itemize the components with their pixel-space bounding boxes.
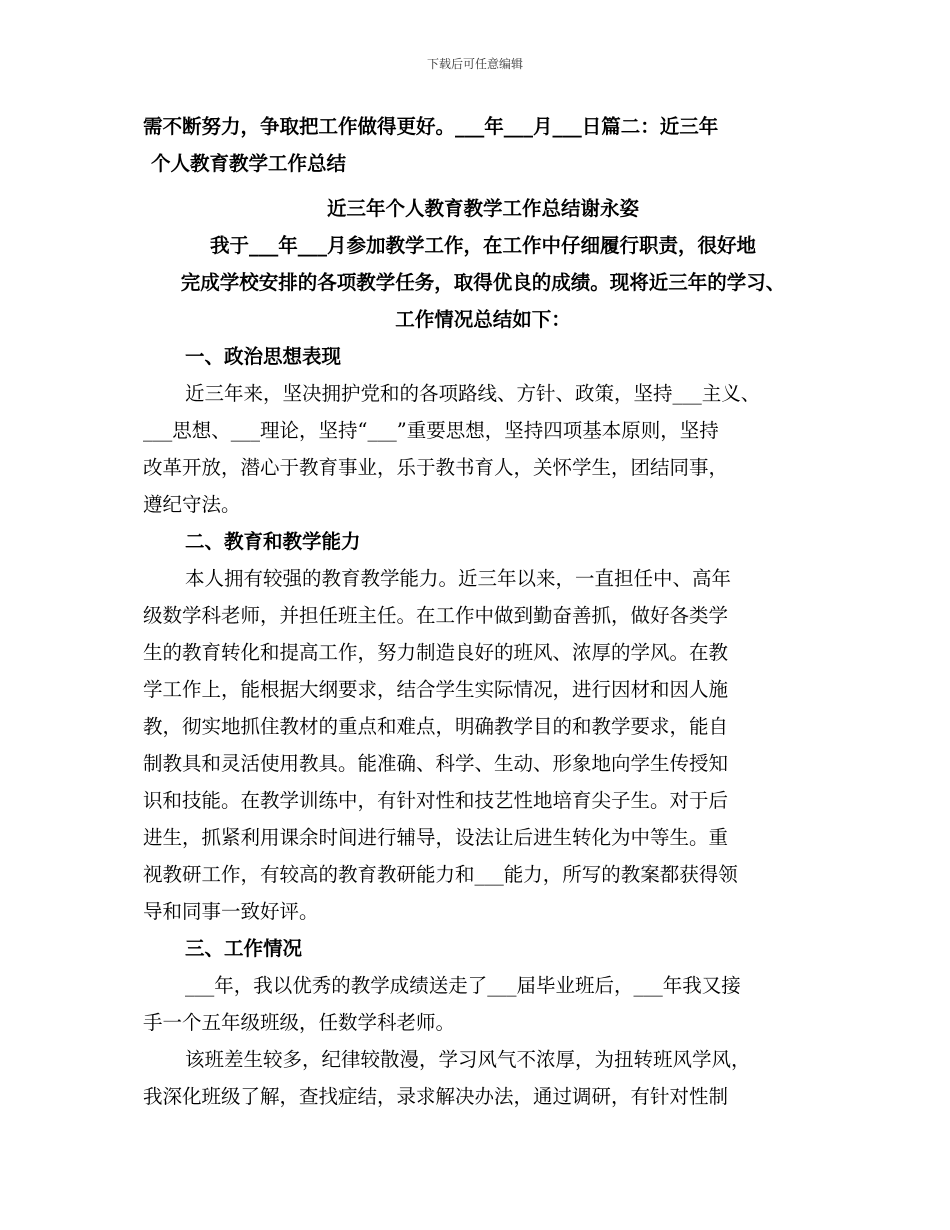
paragraph-line: 识和技能。在教学训练中，有针对性和技艺性地培育尖子生。对于后 (143, 789, 729, 812)
paragraph-line: 改革开放，潜心于教育事业，乐于教书育人，关怀学生，团结同事， (143, 456, 729, 479)
paragraph-line: 手一个五年级班级，任数学科老师。 (143, 1011, 456, 1034)
paragraph-line: 导和同事一致好评。 (143, 900, 319, 923)
paragraph-line: 视教研工作，有较高的教育教研能力和___能力，所写的教案都获得领 (143, 863, 738, 886)
opening-line: 完成学校安排的各项教学任务，取得优良的成绩。现将近三年的学习、 (180, 271, 786, 294)
paragraph-line: 我深化班级了解，查找症结，录求解决办法，通过调研，有针对性制 (143, 1085, 729, 1108)
paragraph-line: 该班差生较多，纪律较散漫，学习风气不浓厚，为扭转班风学风， (185, 1048, 751, 1071)
paragraph-line: ___思想、___理论，坚持“___”重要思想，坚持四项基本原则，坚持 (143, 419, 719, 442)
paragraph-line: 教，彻实地抓住教材的重点和难点，明确教学目的和教学要求，能自 (143, 715, 729, 738)
opening-line: 工作情况总结如下： (395, 308, 571, 331)
document-body (143, 108, 823, 1115)
page-header: 下载后可任意编辑 (426, 57, 523, 71)
paragraph-line: 进生，抓紧利用课余时间进行辅导，设法让后进生转化为中等生。重 (143, 826, 729, 849)
intro-line: 个人教育教学工作总结 (151, 152, 347, 175)
intro-line: 需不断努力，争取把工作做得更好。___年___月___日篇二：近三年 (143, 115, 719, 138)
paragraph-line: 生的教育转化和提高工作，努力制造良好的班风、浓厚的学风。在教 (143, 641, 729, 664)
paragraph-line: 级数学科老师，并担任班主任。在工作中做到勤奋善抓，做好各类学 (143, 604, 729, 627)
paragraph-line: 本人拥有较强的教育教学能力。近三年以来，一直担任中、高年 (185, 567, 732, 590)
section-heading: 一、政治思想表现 (185, 345, 342, 368)
opening-line: 我于___年___月参加教学工作，在工作中仔细履行职责，很好地 (209, 234, 756, 257)
section-heading: 二、教育和教学能力 (185, 530, 361, 553)
section-heading: 三、工作情况 (185, 937, 303, 960)
paragraph-line: 学工作上，能根据大纲要求，结合学生实际情况，进行因材和因人施 (143, 678, 729, 701)
paragraph-line: 遵纪守法。 (143, 493, 241, 516)
paragraph-line: 近三年来，坚决拥护党和的各项路线、方针、政策，坚持___主义、 (185, 382, 761, 405)
document-title: 近三年个人教育教学工作总结谢永姿 (326, 197, 639, 220)
paragraph-line: ___年，我以优秀的教学成绩送走了___届毕业班后，___年我又接 (185, 974, 741, 997)
paragraph-line: 制教具和灵活使用教具。能准确、科学、生动、形象地向学生传授知 (143, 752, 729, 775)
